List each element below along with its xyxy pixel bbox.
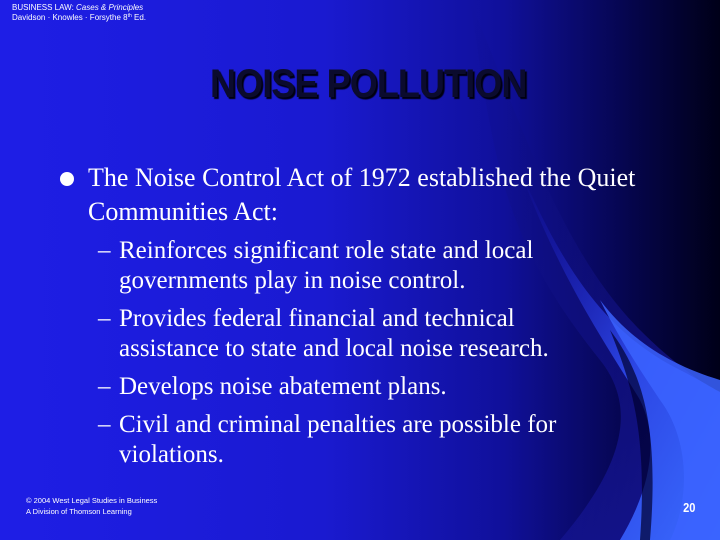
main-bullet — [66, 161, 666, 229]
slide-title-text: NOISE POLLUTION — [210, 62, 527, 106]
sub-bullet-text: Civil and criminal penalties are possible for violations. — [119, 411, 557, 468]
authors-edition: Davidson · Knowles · Forsythe 8 — [12, 13, 128, 22]
publisher-line: A Division of Thomson Learning — [26, 507, 132, 516]
sub-bullet — [98, 236, 618, 296]
course-title-line — [12, 3, 146, 13]
dash-icon: – — [98, 411, 111, 438]
sub-bullet-list — [98, 236, 618, 478]
dash-icon: – — [98, 237, 111, 264]
course-subtitle: Cases & Principles — [76, 3, 144, 12]
main-bullet-text: The Noise Control Act of 1972 established the Quiet Communities Act: — [88, 163, 636, 226]
sub-bullet-text: Provides federal financial and technical assistance to state and local noise research. — [119, 305, 549, 362]
sub-bullet — [98, 304, 618, 364]
copyright-line: © 2004 West Legal Studies in Business — [26, 496, 158, 505]
sub-bullet-text: Develops noise abatement plans. — [119, 373, 447, 400]
course-header — [12, 3, 146, 23]
copyright-footer — [26, 495, 157, 517]
sub-bullet-text: Reinforces significant role state and local governments play in noise control. — [119, 237, 534, 294]
edition-label: Ed. — [131, 13, 147, 22]
dash-icon: – — [98, 373, 111, 400]
page-number: 20 — [683, 500, 696, 515]
slide-title — [210, 62, 527, 107]
dash-icon: – — [98, 305, 111, 332]
edition-suffix: th — [127, 13, 132, 19]
authors-line — [12, 13, 146, 23]
bullet-dot-icon — [60, 172, 74, 186]
sub-bullet — [98, 372, 618, 402]
course-title: BUSINESS LAW: — [12, 3, 77, 12]
sub-bullet — [98, 410, 618, 470]
